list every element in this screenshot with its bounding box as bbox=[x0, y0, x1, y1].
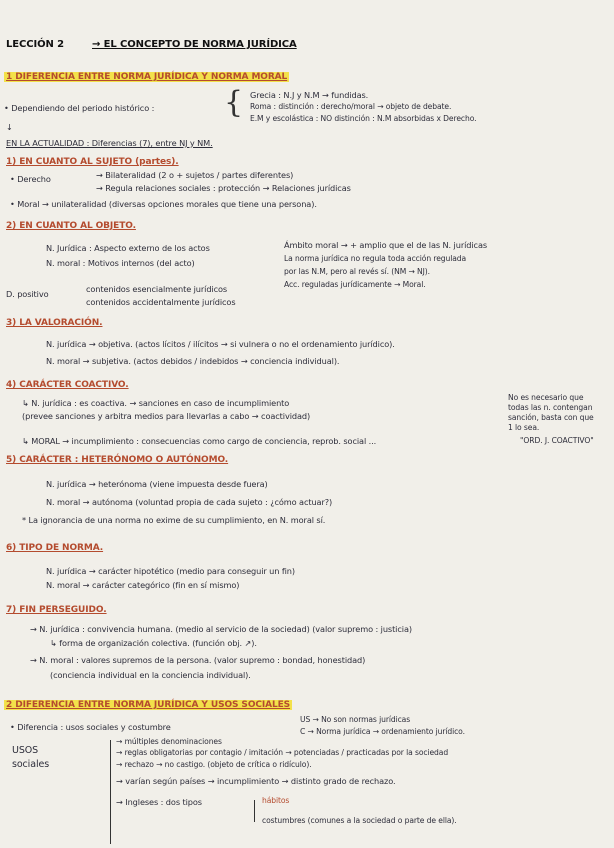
coactivo-heading: 4) CARÁCTER COACTIVO. bbox=[6, 380, 129, 390]
usos-item-4: → varían según países → incumplimiento → distinto grado de rechazo. bbox=[116, 776, 396, 786]
d-positivo: D. positivo bbox=[6, 289, 49, 299]
coactivo-note-4: 1 lo sea. bbox=[508, 423, 540, 432]
sujeto-moral: • Moral → unilateralidad (diversas opciones morales que tiene una persona). bbox=[10, 199, 317, 209]
fin-nm: → N. moral : valores supremos de la persona. (valor supremo : bondad, honestidad) bbox=[30, 655, 366, 665]
fin-forma: ↳ forma de organización colectiva. (función obj. ↗). bbox=[50, 638, 257, 648]
down-arrow: ↓ bbox=[6, 122, 13, 132]
usos-brace-line bbox=[110, 740, 111, 844]
sujeto-regula: → Regula relaciones sociales : protección → Relaciones jurídicas bbox=[96, 183, 351, 193]
usos-item-3: → rechazo → no castigo. (objeto de crítica o ridículo). bbox=[116, 760, 312, 769]
fin-conciencia: (conciencia individual en la conciencia individual). bbox=[50, 670, 251, 680]
heteronomo-nj: N. jurídica → heterónoma (viene impuesta desde fuera) bbox=[46, 479, 268, 489]
objeto-nj: N. Jurídica : Aspecto externo de los actos bbox=[46, 243, 210, 253]
coactivo-moral: ↳ MORAL → incumplimiento : consecuencias como cargo de conciencia, reprob. social ... bbox=[22, 436, 377, 446]
objeto-nm: N. moral : Motivos internos (del acto) bbox=[46, 258, 195, 268]
sujeto-bilateralidad: → Bilateralidad (2 o + sujetos / partes diferentes) bbox=[96, 170, 294, 180]
coactivo-nj: ↳ N. jurídica : es coactiva. → sanciones en caso de incumplimiento bbox=[22, 398, 290, 408]
grecia-line: Grecia : N.J y N.M → fundidas. bbox=[250, 90, 369, 100]
roma-line: Roma : distinción : derecho/moral → objeto de debate. bbox=[250, 102, 452, 111]
section-1-heading: 1 DIFERENCIA ENTRE NORMA JURÍDICA Y NORMA MORAL bbox=[6, 72, 288, 82]
coactivo-note-3: sanción, basta con que bbox=[508, 413, 594, 422]
heteronomo-heading: 5) CARÁCTER : HETERÓNOMO O AUTÓNOMO. bbox=[6, 455, 229, 465]
valoracion-nm: N. moral → subjetiva. (actos debidos / indebidos → conciencia individual). bbox=[46, 356, 340, 366]
valoracion-heading: 3) LA VALORACIÓN. bbox=[6, 318, 103, 328]
fin-heading: 7) FIN PERSEGUIDO. bbox=[6, 605, 107, 615]
objeto-heading: 2) EN CUANTO AL OBJETO. bbox=[6, 221, 136, 231]
tipo-heading: 6) TIPO DE NORMA. bbox=[6, 543, 104, 553]
us-line: US → No son normas jurídicas bbox=[300, 715, 411, 724]
tipo-nj: N. jurídica → carácter hipotético (medio para conseguir un fin) bbox=[46, 566, 295, 576]
coactivo-note-1: No es necesario que bbox=[508, 393, 584, 402]
objeto-regula: La norma jurídica no regula toda acción regulada bbox=[284, 254, 467, 263]
valoracion-nj: N. jurídica → objetiva. (actos lícitos / ilícitos → si vulnera o no el ordenamiento jurídico). bbox=[46, 339, 395, 349]
contenidos-accidental: contenidos accidentalmente jurídicos bbox=[86, 297, 236, 307]
fin-nj: → N. jurídica : convivencia humana. (medio al servicio de la sociedad) (valor supremo : justicia) bbox=[30, 624, 412, 634]
objeto-reves: por las N.M, pero al revés sí. (NM → NJ). bbox=[284, 267, 430, 276]
usos-label-2: sociales bbox=[12, 759, 50, 770]
coactivo-ord: "ORD. J. COACTIVO" bbox=[520, 436, 594, 445]
heteronomo-ignorancia: * La ignorancia de una norma no exime de su cumplimiento, en N. moral sí. bbox=[22, 515, 326, 525]
sujeto-derecho: • Derecho bbox=[10, 174, 51, 184]
lesson-topic: → EL CONCEPTO DE NORMA JURÍDICA bbox=[92, 39, 297, 50]
sujeto-heading: 1) EN CUANTO AL SUJETO (partes). bbox=[6, 157, 179, 167]
objeto-ambito: Ámbito moral → + amplio que el de las N. jurídicas bbox=[284, 240, 488, 250]
brace-historico: { bbox=[224, 85, 244, 120]
section-2-heading: 2 DIFERENCIA ENTRE NORMA JURÍDICA Y USOS SOCIALES bbox=[6, 700, 291, 710]
edad-media-line: E.M y escolástica : NO distinción : N.M absorbidas x Derecho. bbox=[250, 114, 477, 123]
tipos-costumbres: costumbres (comunes a la sociedad o parte de ella). bbox=[262, 816, 457, 825]
usos-label-1: USOS bbox=[12, 745, 39, 756]
usos-item-2: → reglas obligatorias por contagio / imitación → potenciadas / practicadas por la sociedad bbox=[116, 748, 449, 757]
heteronomo-nm: N. moral → autónoma (voluntad propia de cada sujeto : ¿cómo actuar?) bbox=[46, 497, 333, 507]
c-line: C → Norma jurídica → ordenamiento jurídico. bbox=[300, 727, 465, 736]
usos-item-5: → Ingleses : dos tipos bbox=[116, 797, 202, 807]
coactivo-prevee: (prevee sanciones y arbitra medios para llevarlas a cabo → coactividad) bbox=[22, 411, 311, 421]
coactivo-note-2: todas las n. contengan bbox=[508, 403, 593, 412]
depend-text: • Dependiendo del periodo histórico : bbox=[4, 103, 155, 113]
tipo-nm: N. moral → carácter categórico (fin en sí mismo) bbox=[46, 580, 240, 590]
diferencia-text: • Diferencia : usos sociales y costumbre bbox=[10, 722, 171, 732]
lesson-number: LECCIÓN 2 bbox=[6, 39, 65, 50]
objeto-reguladas: Acc. reguladas jurídicamente → Moral. bbox=[284, 280, 426, 289]
tipos-brace-line bbox=[254, 800, 255, 822]
usos-item-1: → múltiples denominaciones bbox=[116, 737, 222, 746]
contenidos-esencial: contenidos esencialmente jurídicos bbox=[86, 284, 228, 294]
tipos-habitos: hábitos bbox=[262, 796, 290, 805]
actualidad-line: EN LA ACTUALIDAD : Diferencias (7), entre NJ y NM. bbox=[6, 138, 213, 148]
